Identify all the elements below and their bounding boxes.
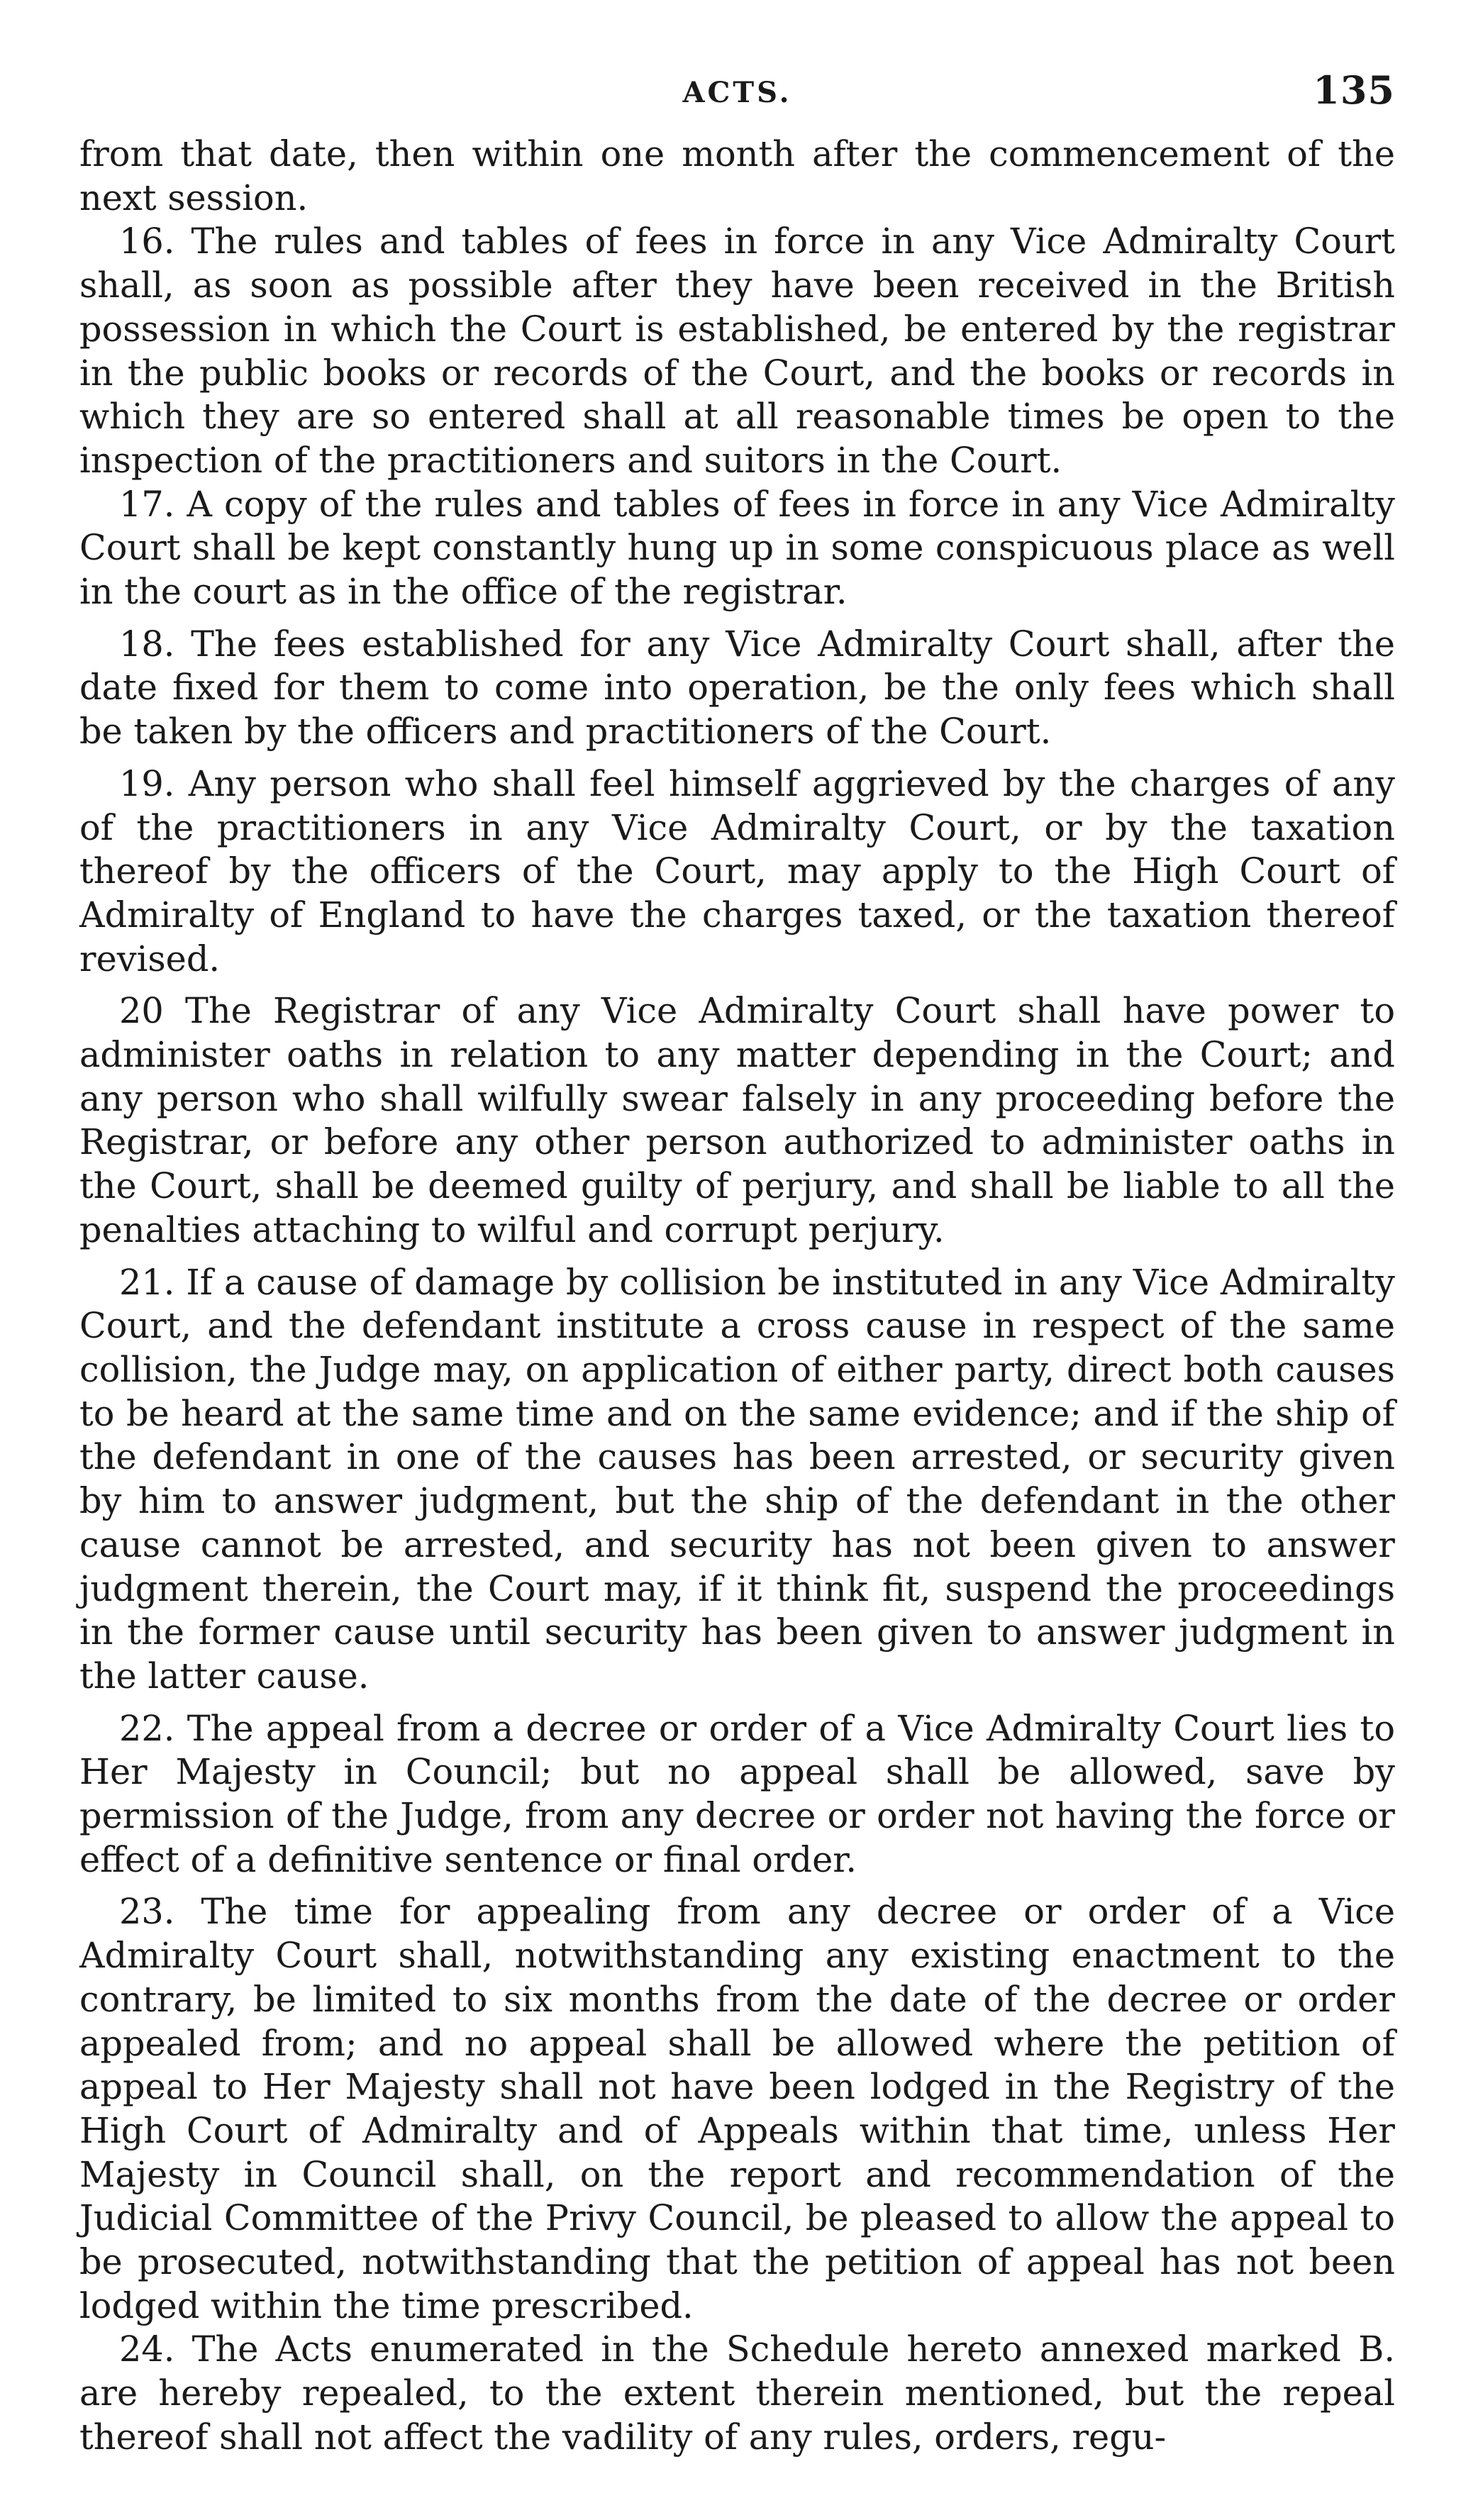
section-number: 19. [119,762,175,804]
section-number: 16. [119,221,175,262]
paragraph-text: The Registrar of any Vice Admiralty Court shall have power to administer oaths in relation to any matter depending in the Court; and any person who shall wilfully swear falsely in any proceeding before the Registrar, or before any other person authorized to administer oaths in the Court, shall be deemed guilty of perjury, and shall be liable to all the penalties attaching to wilful and corrupt perjury. [79,990,1395,1250]
paragraph-continuation [79,133,1395,220]
document-page [79,67,1395,2460]
section-number: 18. [119,623,175,665]
paragraph-text: The time for appealing from any decree or order of a Vice Admiralty Court shall, notwithstanding any existing enactment to the contrary, be limited to six months from the date of the decree or order appealed from; and no appeal shall be allowed where the petition of appeal to Her Majesty shall not have been lodged in the Registry of the High Court of Admiralty and of Appeals within that time, unless Her Majesty in Council shall, on the report and recommendation of the Judicial Committee of the Privy Council, be pleased to allow the appeal to be prosecuted, notwithstanding that the petition of appeal has not been lodged within the time prescribed. [79,1891,1395,2326]
body-text [79,133,1395,2460]
paragraph-text: The appeal from a decree or order of a Vice Admiralty Court lies to Her Majesty in Council; but no appeal shall be allowed, save by permission of the Judge, from any decree or order not having the force or effect of a definitive sentence or final order. [79,1707,1396,1880]
section-21 [79,1261,1395,1699]
page-number: 135 [1313,67,1395,113]
section-24 [79,2328,1395,2459]
section-19 [79,762,1395,982]
paragraph-text: Any person who shall feel himself aggrieved by the charges of any of the practitioners in any Vice Admiralty Court, or by the taxation thereof by the officers of the Court, may apply to the High Court of Admiralty of England to have the charges taxed, or the taxation thereof revised. [79,762,1395,979]
section-number: 21. [119,1261,175,1303]
running-header [79,67,1395,117]
section-number: 20 [119,990,164,1032]
section-number: 24. [119,2328,175,2370]
paragraph-text: The Acts enumerated in the Schedule hereto annexed marked B. are hereby repealed, to the extent therein mentioned, but the repeal thereof shall not affect the vadility of any rules, orders, regu- [79,2328,1395,2458]
section-number: 22. [119,1707,175,1749]
section-18 [79,623,1395,754]
section-23 [79,1890,1395,2328]
paragraph-text: from that date, then within one month after the commencement of the next session. [79,133,1395,218]
section-number: 23. [119,1891,175,1933]
section-17 [79,483,1395,614]
section-number: 17. [119,483,175,525]
section-22 [79,1707,1395,1882]
paragraph-text: The rules and tables of fees in force in any Vice Admiralty Court shall, as soon as possible after they have been received in the British possession in which the Court is established, be entered by the registrar in the public books or records of the Court, and the books or records in which they are so entered shall at all reasonable times be open to the inspection of the practitioners and suitors in the Court. [79,221,1395,481]
section-16 [79,220,1395,482]
running-title: ACTS. [682,76,792,109]
paragraph-text: The fees established for any Vice Admiralty Court shall, after the date fixed for them to come into operation, be the only fees which shall be taken by the officers and practitioners of the Court. [79,623,1395,753]
paragraph-text: A copy of the rules and tables of fees in force in any Vice Admiralty Court shall be kept constantly hung up in some conspicuous place as well in the court as in the office of the registrar. [79,483,1395,613]
section-20 [79,989,1395,1252]
paragraph-text: If a cause of damage by collision be instituted in any Vice Admiralty Court, and the defendant institute a cross cause in respect of the same collision, the Judge may, on application of either party, direct both causes to be heard at the same time and on the same evidence; and if the ship of the defendant in one of the causes has been arrested, or security given by him to answer judgment, but the ship of the defendant in the other cause cannot be arrested, and security has not been given to answer judgment therein, the Court may, if it think fit, suspend the proceedings in the former cause until security has been given to answer judgment in the latter cause. [79,1261,1395,1697]
